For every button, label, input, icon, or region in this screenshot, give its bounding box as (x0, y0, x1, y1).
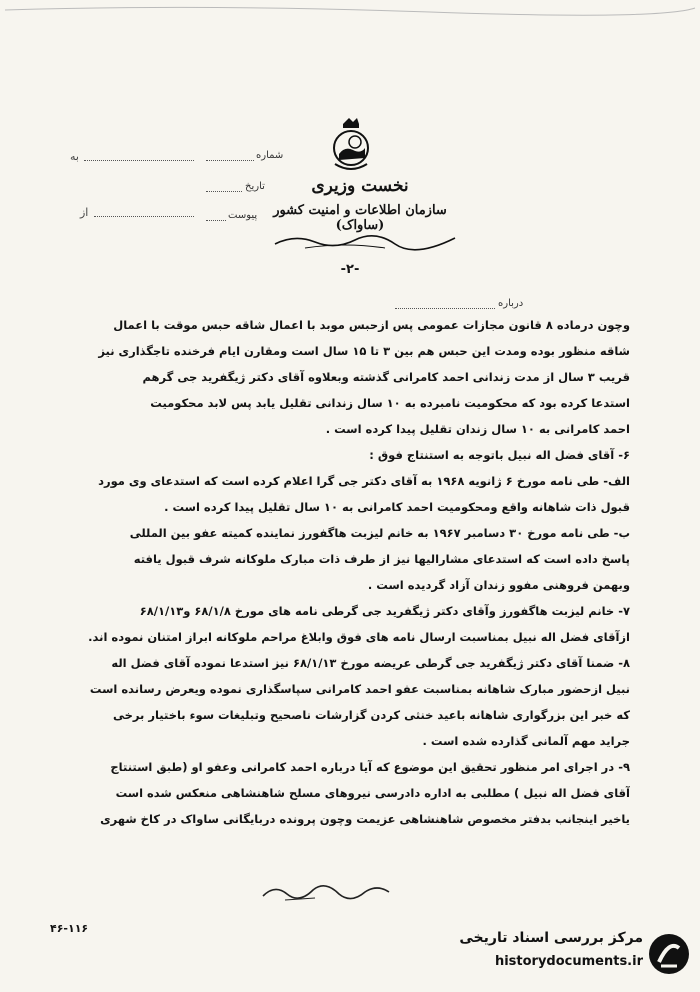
body-line: آقای فضل اله نبیل ) مطلبی به اداره دادرسی نیروهای مسلح شاهنشاهی منعکس شده است (115, 786, 630, 800)
body-line: که خبر این بزرگواری شاهانه باعید خنثی کردن گزارشات ناصحیح وتبلیغات سوء باختیار برخی (112, 708, 630, 722)
body-line: وچون درماده ۸ قانون مجازات عمومی پس ازحبس موبد با اعمال شاقه حبس موقت با اعمال (113, 318, 630, 332)
body-line: ازآقای فضل اله نبیل بمناسبت ارسال نامه های فوق وابلاغ مراحم ملوکانه ابراز امتنان نموده اند. (88, 630, 630, 644)
org-title: نخست وزیری (311, 176, 409, 196)
number-line (206, 160, 254, 161)
archive-watermark (455, 928, 695, 988)
scan-edge-mark (0, 0, 700, 30)
attachment-line (206, 220, 226, 221)
body-line: پاسخ داده است که استدعای مشارالیها نیز از طرف ذات مبارک ملوکانه شرف قبول یافته (133, 552, 630, 566)
body-line: یاخیر اینجانب بدفتر مخصوص شاهنشاهی عزیمت وچون پرونده دربایگانی ساواک در کاخ شهری (100, 812, 630, 826)
to-label: به (70, 150, 79, 163)
body-line: قریب ۳ سال از مدت زندانی احمد کامرانی گذشته وبعلاوه آقای دکتر ژیگفرید جی گرهم (142, 370, 630, 384)
attachment-label: پیوست (228, 210, 258, 221)
body-line: احمد کامرانی به ۱۰ سال زندان تقلیل پیدا کرده است . (325, 422, 630, 436)
body-line: قبول ذات شاهانه واقع ومحکومیت احمد کامرانی به ۱۰ سال تقلیل پیدا کرده است . (164, 500, 630, 514)
number-label: شماره (256, 150, 284, 161)
body-line: ب- طی نامه مورخ ۳۰ دسامبر ۱۹۶۷ به خانم لیزبت هاگفورز نماینده کمیته عفو بین المللی (129, 526, 630, 540)
body-line: ۸- ضمنا آقای دکتر ژیگفرید جی گرطی عریضه مورخ ۶۸/۱/۱۳ نیز استدعا نموده آقای فضل اله (111, 656, 630, 670)
handwritten-org-mark (265, 230, 465, 252)
to-line (84, 160, 194, 161)
from-label: از (80, 206, 89, 219)
body-line: جراید مهم آلمانی گذارده شده است . (422, 734, 630, 748)
body-line: ۹- در اجرای امر منظور تحقیق این موضوع که آیا درباره احمد کامرانی وعفو او (طبق استنتاج (110, 760, 630, 774)
body-line: وبهمن فروهنی مفوو زندان آزاد گردیده است . (367, 578, 630, 592)
body-line: ۷- خانم لیزبت هاگفورز وآقای دکتر ژیگفرید جی گرطی نامه های مورخ ۶۸/۱/۸ و۶۸/۱/۱۳ (139, 604, 630, 618)
body-line: استدعا کرده بود که محکومیت نامبرده به ۱۰ سال زندانی تقلیل یابد پس لابد محکومیت (150, 396, 630, 410)
subject-label: درباره (498, 298, 524, 309)
handwritten-signature (255, 878, 395, 908)
org-subtitle: سازمان اطلاعات و امنیت کشور (ساواک) (273, 203, 447, 233)
subject-line (395, 308, 495, 309)
body-line: شاقه منظور بوده ومدت این حبس هم بین ۳ تا ۱۵ سال است ومقارن ایام فرخنده تاجگذاری نیز (98, 344, 630, 358)
body-line: نبیل ازحضور مبارک شاهانه بمناسبت عفو احمد کامرانی سپاسگذاری نموده ویعرض رسانده است (89, 682, 630, 696)
letter-body (70, 312, 630, 832)
date-line (206, 191, 242, 192)
date-label: تاریخ (245, 181, 265, 192)
archive-logo-icon (647, 932, 691, 976)
watermark-text: مرکز بررسی اسناد تاریخی (459, 930, 643, 946)
lion-and-sun-emblem (325, 118, 377, 176)
from-line (94, 216, 194, 217)
body-line: الف- طی نامه مورخ ۶ ژانویه ۱۹۶۸ به آقای دکتر جی گرا اعلام کرده است که استدعای وی مورد (98, 474, 630, 488)
body-line: ۶- آقای فضل اله نبیل باتوجه به استنتاج فوق : (369, 448, 630, 462)
watermark-url: historydocuments.ir (494, 954, 643, 969)
document-number: ۴۶-۱۱۶ (50, 922, 89, 935)
page-number: -۲- (340, 262, 360, 277)
